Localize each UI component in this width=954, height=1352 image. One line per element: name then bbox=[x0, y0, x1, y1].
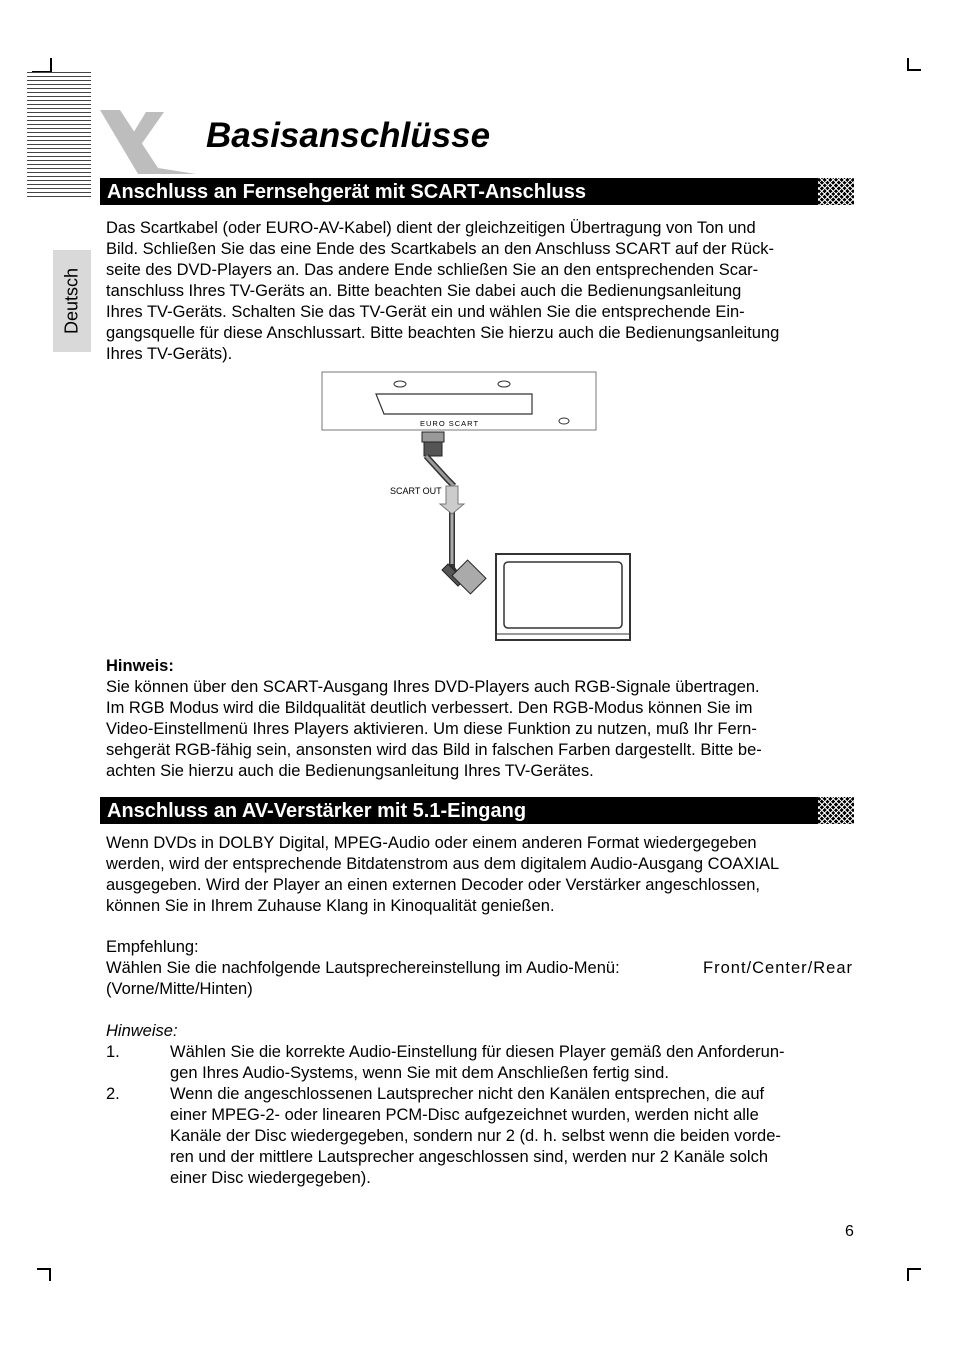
language-tab-label: Deutsch bbox=[61, 267, 82, 335]
text-line: gangsquelle für diese Anschlussart. Bitte beachten Sie hierzu auch die Bedienungsanleitung bbox=[106, 324, 780, 342]
section-heading-scart: Anschluss an Fernsehgerät mit SCART-Anschluss bbox=[107, 181, 587, 203]
page-number: 6 bbox=[845, 1223, 854, 1240]
notes-list bbox=[106, 1021, 853, 1189]
recommendation-text: Wählen Sie die nachfolgende Lautsprechereinstellung im Audio-Menü: bbox=[106, 959, 620, 977]
crop-mark-top-right-h bbox=[907, 69, 921, 71]
text-line: Das Scartkabel (oder EURO-AV-Kabel) dient der gleichzeitigen Übertragung von Ton und bbox=[106, 219, 756, 237]
x-brand-logo-icon bbox=[98, 108, 198, 176]
crop-mark-top-left-v bbox=[50, 58, 52, 73]
text-line: können Sie in Ihrem Zuhause Klang in Kinoqualität genießen. bbox=[106, 897, 555, 915]
text-line: seite des DVD-Players an. Das andere Ende schließen Sie an den entsprechenden Scar- bbox=[106, 261, 759, 279]
text-line: Sie können über den SCART-Ausgang Ihres DVD-Players auch RGB-Signale übertragen. bbox=[106, 678, 760, 696]
down-arrow-icon bbox=[440, 486, 464, 514]
hatch-pattern bbox=[818, 178, 854, 205]
crop-mark-bottom-left-v bbox=[49, 1268, 51, 1281]
text-line: Kanäle der Disc wiedergegeben, sondern nur 2 (d. h. selbst wenn die beiden vorde- bbox=[170, 1127, 781, 1145]
text-line: Wählen Sie die korrekte Audio-Einstellung für diesen Player gemäß den Anforderun- bbox=[170, 1043, 785, 1061]
scart-connection-diagram bbox=[318, 368, 638, 648]
notes-heading: Hinweise: bbox=[106, 1022, 178, 1040]
section1-body bbox=[106, 218, 850, 365]
list-item-number: 2. bbox=[106, 1085, 120, 1103]
text-line: gen Ihres Audio-Systems, wenn Sie mit dem Anschließen fertig sind. bbox=[170, 1064, 669, 1082]
text-line: ausgegeben. Wird der Player an einen externen Decoder oder Verstärker angeschlossen, bbox=[106, 876, 760, 894]
text-line: Wenn die angeschlossenen Lautsprecher nicht den Kanälen entsprechen, die auf bbox=[170, 1085, 765, 1103]
text-line: sehgerät RGB-fähig sein, ansonsten wird das Bild in falschen Farben dargestellt. Bitte be- bbox=[106, 741, 762, 759]
scart-out-label: SCART OUT bbox=[390, 486, 442, 496]
text-line: Ihres TV-Geräts. Schalten Sie das TV-Gerät ein und wählen Sie die entsprechende Ein- bbox=[106, 303, 745, 321]
section2-body bbox=[106, 833, 853, 917]
crop-mark-bottom-right bbox=[907, 1268, 921, 1270]
list-item bbox=[106, 1084, 853, 1189]
text-line: einer MPEG-2- oder linearen PCM-Disc aufgezeichnet wurden, werden nicht alle bbox=[170, 1106, 759, 1124]
recommendation-label: Empfehlung: bbox=[106, 938, 199, 956]
text-line: werden, wird der entsprechende Bitdatenstrom aus dem digitalem Audio-Ausgang COAXIAL bbox=[106, 855, 780, 873]
decorative-stripes bbox=[27, 72, 91, 200]
text-line: einer Disc wiedergegeben). bbox=[170, 1169, 371, 1187]
text-line: ren und der mittlere Lautsprecher angeschlossen sind, werden nur 2 Kanäle solch bbox=[170, 1148, 769, 1166]
text-line: tanschluss Ihres TV-Geräts an. Bitte beachten Sie dabei auch die Bedienungsanleitung bbox=[106, 282, 742, 300]
text-line: Wenn DVDs in DOLBY Digital, MPEG-Audio oder einem anderen Format wiedergegeben bbox=[106, 834, 757, 852]
text-line: Im RGB Modus wird die Bildqualität deutlich verbessert. Den RGB-Modus können Sie im bbox=[106, 699, 753, 717]
recommendation-translation: (Vorne/Mitte/Hinten) bbox=[106, 980, 253, 998]
section-heading-av: Anschluss an AV-Verstärker mit 5.1-Eingang bbox=[107, 800, 527, 822]
section-heading-bar-scart bbox=[100, 178, 854, 205]
page-title: Basisanschlüsse bbox=[206, 116, 491, 155]
list-item bbox=[106, 1042, 853, 1084]
text-line: Video-Einstellmenü Ihres Players aktivieren. Um diese Funktion zu nutzen, muß Ihr Fern- bbox=[106, 720, 757, 738]
section-heading-bar-av bbox=[100, 797, 854, 824]
section1-note bbox=[106, 656, 850, 782]
text-line: Ihres TV-Geräts). bbox=[106, 345, 233, 363]
note-heading: Hinweis: bbox=[106, 657, 174, 675]
list-item-number: 1. bbox=[106, 1043, 120, 1061]
recommendation bbox=[106, 937, 853, 1000]
recommendation-value: Front/Center/Rear bbox=[703, 959, 853, 977]
text-line: achten Sie hierzu auch die Bedienungsanleitung Ihres TV-Gerätes. bbox=[106, 762, 594, 780]
text-line: Bild. Schließen Sie das eine Ende des Scartkabels an den Anschluss SCART auf der Rück- bbox=[106, 240, 775, 258]
euro-scart-label: EURO SCART bbox=[420, 419, 480, 428]
crop-mark-bottom-right-v bbox=[907, 1268, 909, 1281]
recommendation-line bbox=[106, 958, 853, 979]
hatch-pattern bbox=[818, 797, 854, 824]
